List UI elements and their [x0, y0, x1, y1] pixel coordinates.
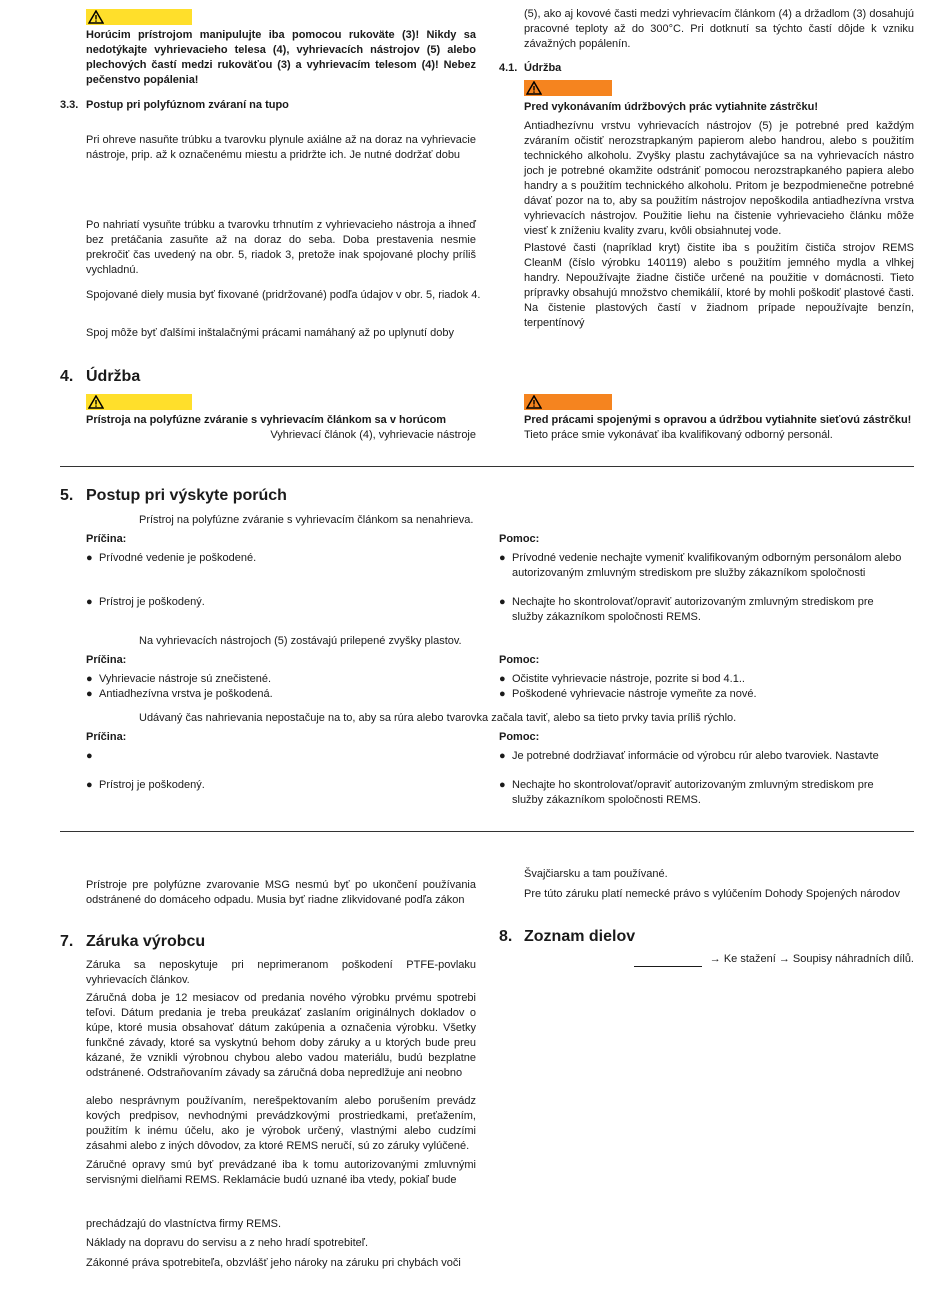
warning-text: Prístroja na polyfúzne zváranie s vyhrievacím článkom sa v horúcom [86, 414, 447, 426]
section-title: Záruka výrobcu [86, 933, 206, 950]
section-title: Údržba [86, 368, 141, 385]
paragraph: Prístroje pre polyfúzne zvarovanie MSG nesmú byť po ukončení používania odstránené do domáceho odpadu. Musia byť riadne zlikvidované podľa zákon [86, 879, 476, 906]
paragraph: Po nahriatí vysuňte trúbku a tvarovku trhnutím z vyhrievacieho nástroja a ihneď bez pretáčania zasuňte až na doraz do seba. Doba prestavenia nesmie prekročiť čas uvedený na obr. 5, riadok 3, pretože inak spojované plochy príliš vychladnú. [86, 219, 476, 276]
list-item: ● Poškodené vyhrievacie nástroje vymeňte za nové. [499, 688, 757, 700]
list-item: ● Prívodné vedenie je poškodené. [86, 552, 257, 564]
section-number: 8. [499, 928, 513, 945]
remedy-label: Pomoc: [499, 654, 540, 666]
fault-title: Na vyhrievacích nástrojoch (5) zostávajú prilepené zvyšky plastov. [139, 635, 462, 647]
paragraph: Spojované diely musia byť fixované (pridržované) podľa údajov v obr. 5, riadok 4. [86, 289, 481, 301]
section-title: Postup pri výskyte porúch [86, 487, 287, 504]
paragraph: Záručná doba je 12 mesiacov od predania nového výrobku prvému spotrebi teľovi. Dátum predania je treba preukázať zaslaním originálnych dokladov o kúpe, ktoré musia obsahovať dátum zakúpenia a označenia výrobku. Všetky funkčné závady, ktoré sa vyskytnú behom doby záruky a u ktorých bude preu kázané, že vznikli výrobnou chybou alebo vadou materiálu, budú bezplatne odstránené. Odstraňovaním závady sa záručná doba nepredlžuje ani neobno [86, 992, 476, 1079]
warning-text: Tieto práce smie vykonávať iba kvalifikovaný odborný personál. [524, 429, 833, 441]
list-item: ● Je potrebné dodržiavať informácie od výrobcu rúr alebo tvaroviek. Nastavte [499, 750, 879, 762]
warning-banner [86, 9, 192, 25]
warning-banner [524, 394, 612, 410]
fault-title: Prístroj na polyfúzne zváranie s vyhrievacím článkom sa nenahrieva. [139, 514, 474, 526]
paragraph: Antiadhezívnu vrstvu vyhrievacích nástrojov (5) je potrebné pred každým zváraním očistiť nerozstrapkaným papierom alebo handrou, alebo s použitím technického alkoholu. Zvyšky plastu zachytávajúce sa na vyhrievacích nástro joch je potrebné okamžite odstrániť pomocou nerozstrapkaného papiera alebo handry a s použitím technického alkoholu. Pritom je bezpodmienečne potrebné dávať pozor na to, aby sa použitím nástrojov nepoškodila antiadhezívna vrstva vyhrievacích nástrojov. Použitie liehu na čistenie vyhrievacieho článku môže viesť k zníženiu kvality zvaru, kvôli obsiahnutej vode. [524, 120, 914, 237]
section-number: 4. [60, 368, 74, 385]
paragraph: alebo nesprávnym používaním, nerešpektovaním alebo porušením prevádz kových predpisov, nevhodnými prevádzkovými prostriedkami, preťažením, použitím k inému účelu, ako je výrobok určený, vlastnými alebo cudzími zásahmi alebo z iných dôvodov, za ktoré REMS neručí, sú zo záruky vylúčené. [86, 1095, 476, 1152]
paragraph: (5), ako aj kovové časti medzi vyhrievacím článkom (4) a držadlom (3) dosahujú pracovné teploty až do 300°C. Pri dotknutí sa týchto častí dôjde k vzniku závažných popálenín. [524, 8, 914, 50]
warning-triangle-icon [526, 395, 542, 409]
section-title: Postup pri polyfúznom zváraní na tupo [86, 99, 289, 111]
paragraph: Spoj môže byť ďalšími inštalačnými prácami namáhaný až po uplynutí doby [86, 327, 454, 339]
warning-text: Pred vykonávaním údržbových prác vytiahnite zástrčku! [524, 101, 819, 113]
cause-label: Príčina: [86, 654, 127, 666]
remedy-label: Pomoc: [499, 533, 540, 545]
section-title: Údržba [524, 62, 562, 74]
list-item: ● Vyhrievacie nástroje sú znečistené. [86, 673, 272, 685]
list-item: ● Nechajte ho skontrolovať/opraviť autorizovaným zmluvným strediskom pre služby zákazníkom spoločnosti REMS. [499, 596, 874, 623]
warning-text: Horúcim prístrojom manipulujte iba pomocou rukoväte (3)! Nikdy sa nedotýkajte vyhrievacieho telesa (4), vyhrievacích nástrojov (5) alebo plechových častí medzi rukoväťou (3) a vyhrievacím telesom (4)! Nebez pečenstvo popálenia! [86, 29, 476, 86]
list-item: ● Prístroj je poškodený. [86, 779, 205, 791]
paragraph: Záruka sa neposkytuje pri neprimeranom poškodení PTFE-povlaku vyhrievacích článkov. [86, 959, 476, 986]
list-item: ● Očistite vyhrievacie nástroje, pozrite si bod 4.1.. [499, 673, 745, 685]
paragraph: Pre túto záruku platí nemecké právo s vylúčením Dohody Spojených národov [524, 888, 901, 900]
cause-label: Príčina: [86, 731, 127, 743]
list-item: ● Prístroj je poškodený. [86, 596, 205, 608]
section-divider [60, 831, 914, 832]
warning-text: Vyhrievací článok (4), vyhrievacie nástroje [270, 429, 476, 441]
warning-banner [524, 80, 612, 96]
remedy-label: Pomoc: [499, 731, 540, 743]
paragraph: Zákonné práva spotrebiteľa, obzvlášť jeho nároky na záruku pri chybách voči [86, 1257, 461, 1269]
cause-label: Príčina: [86, 533, 127, 545]
warning-banner [86, 394, 192, 410]
paragraph: Plastové časti (napríklad kryt) čistite iba s použitím čističa strojov REMS CleanM (číslo výrobku 140119) alebo s použitím jemného mydla a vlhkej handry. Nepoužívajte žiadne čističe určené na použitie v domácnosti. Tieto prípravky obsahujú množstvo chemikálií, ktoré by mohli poškodiť plastové časti. Na čistenie plastových častí v žiadnom prípade nepoužívajte benzín, terpentínový [524, 242, 914, 329]
section-number: 4.1. [499, 62, 518, 74]
list-item: ● Antiadhezívna vrstva je poškodená. [86, 688, 273, 700]
list-item: ● Prívodné vedenie nechajte vymeniť kvalifikovaným odborným personálom alebo autorizovaným zmluvným strediskom pre služby zákazníkom spoločnosti [499, 552, 902, 579]
paragraph: Pri ohreve nasuňte trúbku a tvarovku plynule axiálne až na doraz na vyhrievacie nástroje, prip. až k označenému miestu a pridržte ich. Je nutné dodržať dobu [86, 134, 476, 161]
paragraph: prechádzajú do vlastníctva firmy REMS. [86, 1218, 282, 1230]
paragraph: Záručné opravy smú byť prevádzané iba k tomu autorizovanými zmluvnými servisnými dielňami REMS. Reklamácie budú uznané iba vtedy, pokiaľ bude [86, 1159, 476, 1186]
download-link-text[interactable]: → Ke stažení → Soupisy náhradních dílů. [709, 953, 914, 965]
section-number: 3.3. [60, 99, 79, 111]
section-divider [60, 466, 914, 467]
fault-title: Udávaný čas nahrievania nepostačuje na to, aby sa rúra alebo tvarovka začala taviť, alebo sa tieto prvky tavia príliš rýchlo. [139, 712, 737, 724]
warning-triangle-icon [88, 395, 104, 409]
section-number: 7. [60, 933, 74, 950]
paragraph: Náklady na dopravu do servisu a z neho hradí spotrebiteľ. [86, 1237, 369, 1249]
warning-text: Pred prácami spojenými s opravou a údržbou vytiahnite sieťovú zástrčku! [524, 414, 912, 426]
warning-triangle-icon [88, 10, 104, 24]
section-title: Zoznam dielov [524, 928, 636, 945]
list-item: ● Nechajte ho skontrolovať/opraviť autorizovaným zmluvným strediskom pre služby zákazníkom spoločnosti REMS. [499, 779, 874, 806]
paragraph: Švajčiarsku a tam používané. [524, 868, 668, 880]
section-number: 5. [60, 487, 74, 504]
warning-triangle-icon [526, 81, 542, 95]
